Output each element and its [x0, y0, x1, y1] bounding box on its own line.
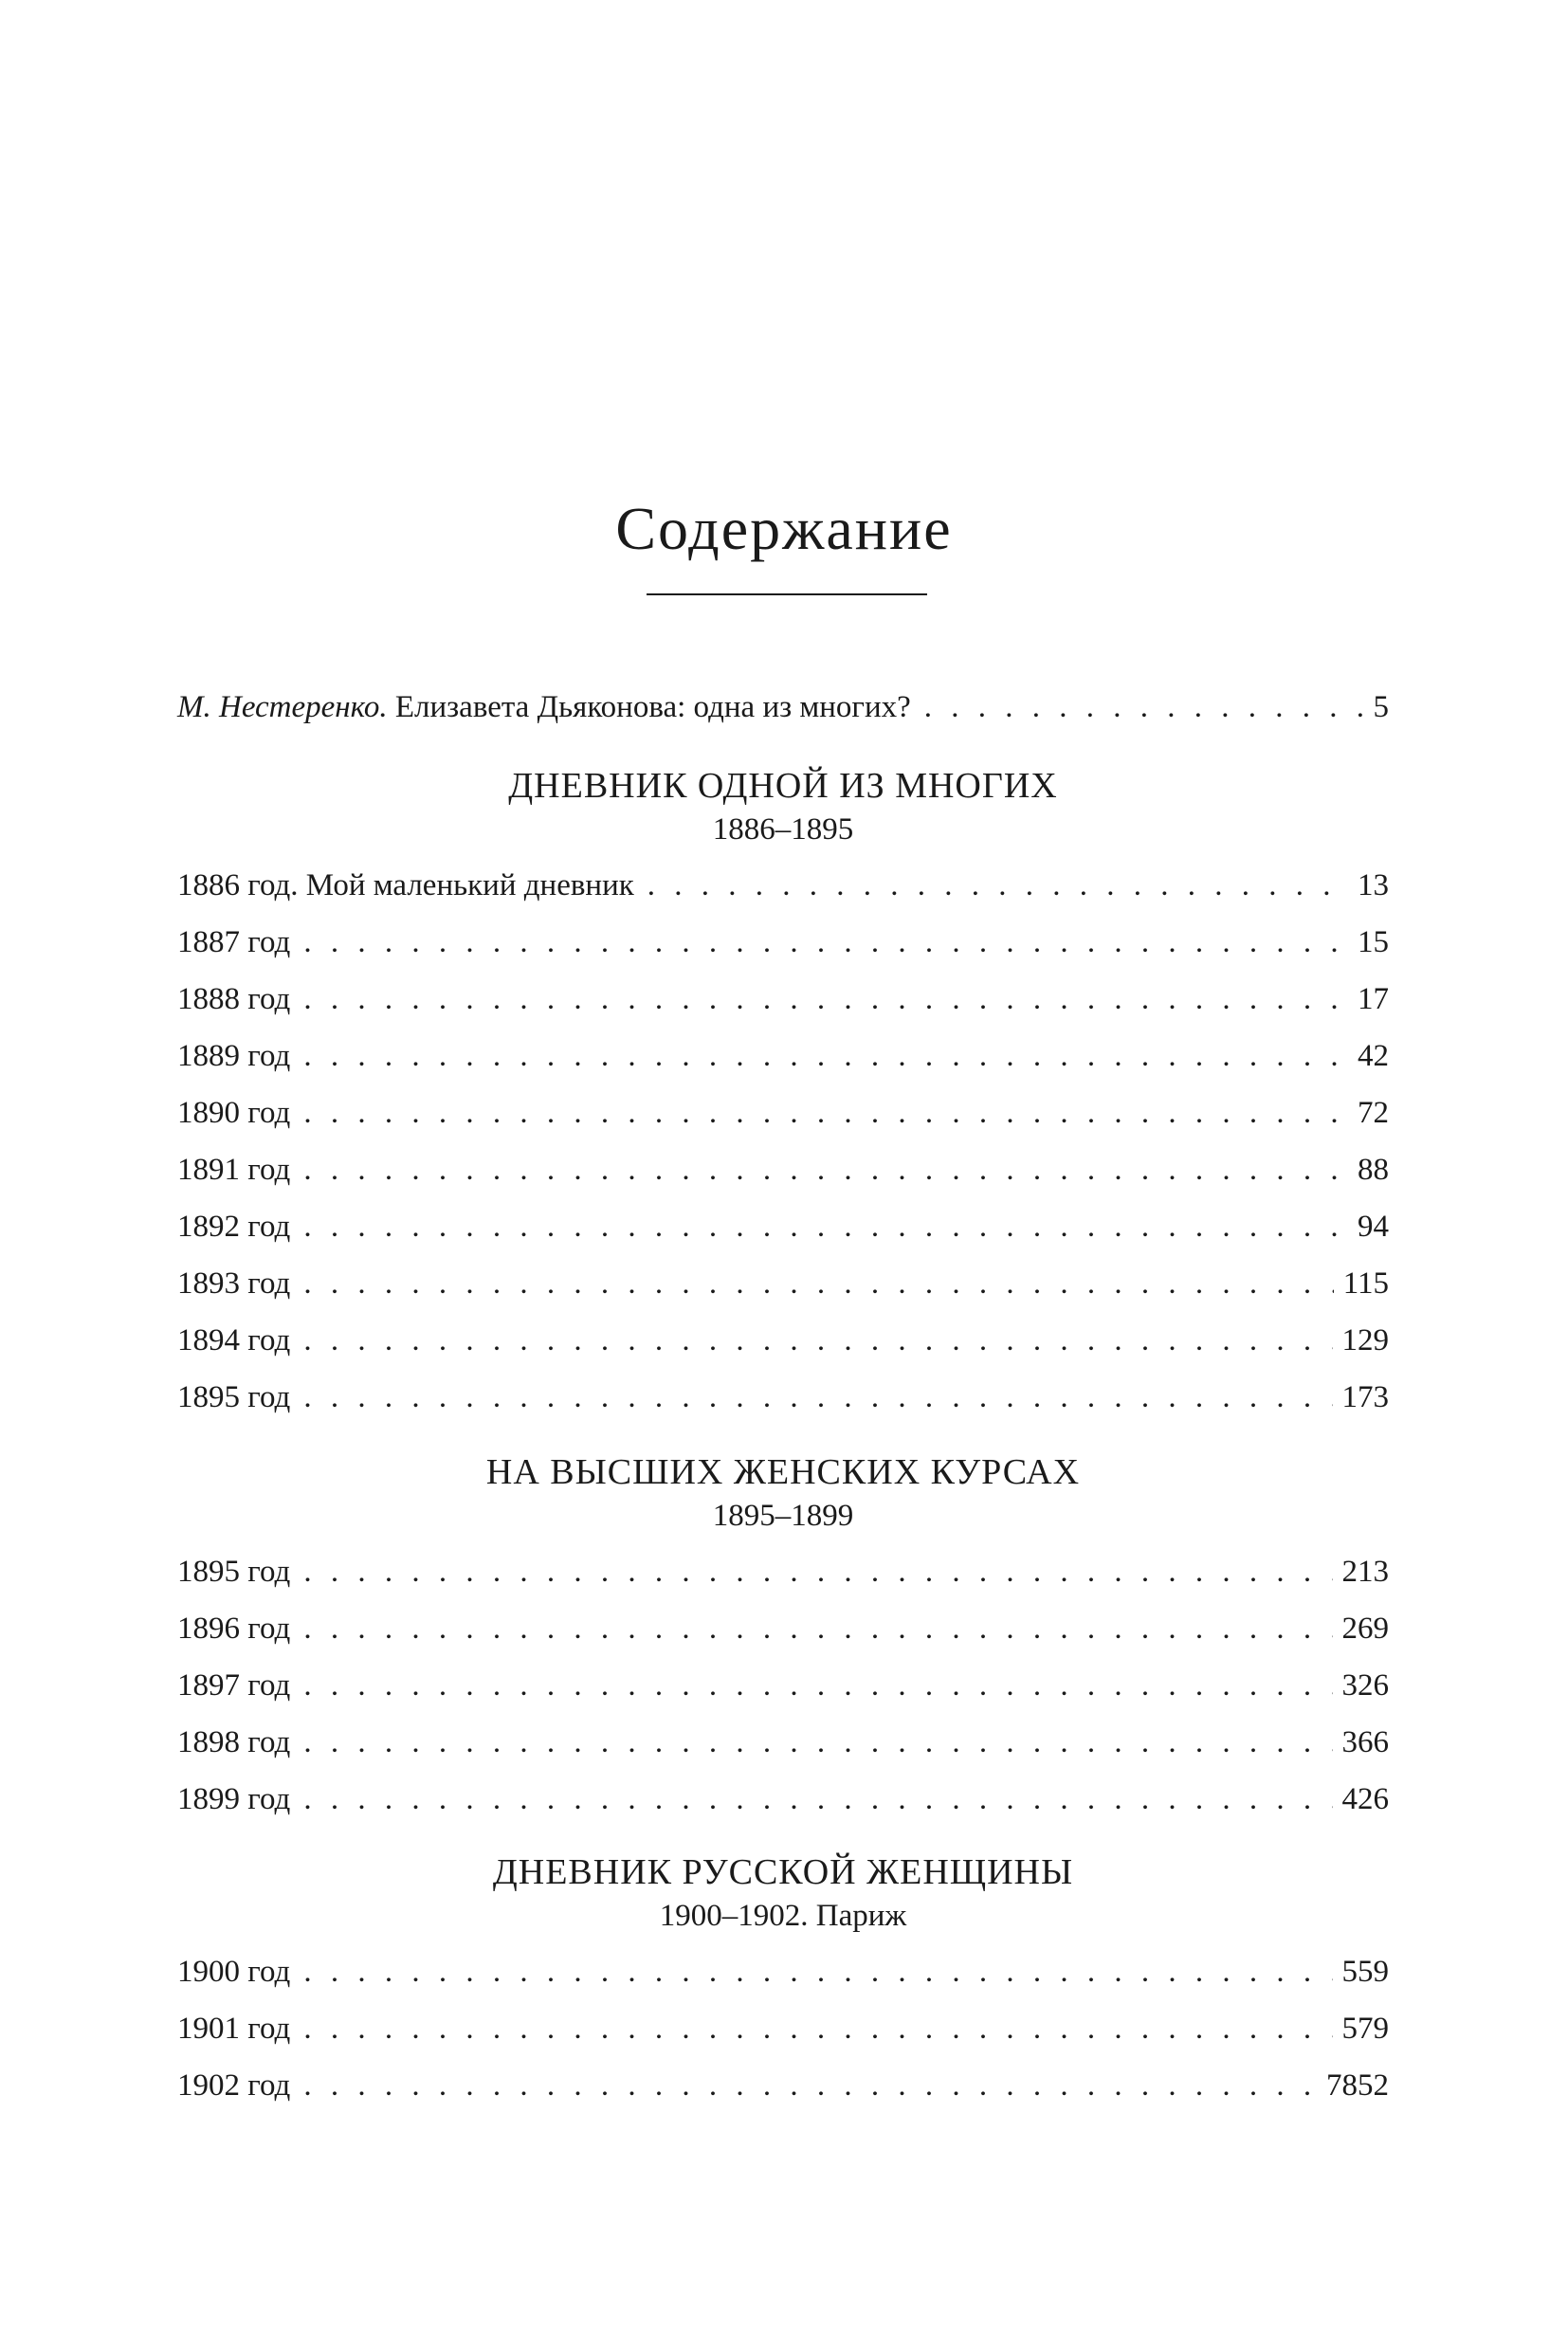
dot-leader — [303, 1141, 1348, 1198]
entry-page: 129 — [1341, 1323, 1389, 1357]
entry-page: 88 — [1358, 1153, 1389, 1187]
section-subtitle: 1895–1899 — [712, 1499, 854, 1533]
entry-page: 94 — [1358, 1210, 1389, 1244]
toc-entry[interactable] — [177, 1141, 1389, 1198]
dot-leader — [303, 1312, 1332, 1369]
entry-label: 1902 год — [177, 2068, 291, 2103]
entry-page: 559 — [1341, 1955, 1389, 1989]
entry-label: 1900 год — [177, 1955, 291, 1989]
toc-entry-intro[interactable] — [177, 679, 1389, 736]
entry-label: 1895 год — [177, 1555, 291, 1589]
dot-leader — [303, 1084, 1348, 1141]
entry-label: 1896 год — [177, 1612, 291, 1646]
entry-label: 1901 год — [177, 2012, 291, 2046]
dot-leader — [303, 1600, 1332, 1657]
toc-entry[interactable] — [177, 1312, 1389, 1369]
dot-leader — [303, 1198, 1348, 1255]
toc-intro — [177, 679, 1389, 736]
entry-label: 1895 год — [177, 1380, 291, 1414]
entry-page: 72 — [1358, 1096, 1389, 1130]
dot-leader — [303, 1714, 1332, 1771]
entry-label: 1892 год — [177, 1210, 291, 1244]
entry-page: 326 — [1341, 1668, 1389, 1703]
title-underline — [647, 593, 927, 595]
section-heading-3 — [177, 1850, 1389, 1938]
dot-leader — [303, 2057, 1317, 2114]
section-1-entries — [177, 857, 1389, 1426]
toc-entry[interactable] — [177, 2057, 1389, 2114]
dot-leader — [303, 1028, 1348, 1084]
page-title: Содержание — [615, 495, 953, 562]
entry-label: 1894 год — [177, 1323, 291, 1357]
section-heading-2 — [177, 1450, 1389, 1538]
dot-leader — [303, 1255, 1333, 1312]
toc-entry[interactable] — [177, 1600, 1389, 1657]
entry-label: 1891 год — [177, 1153, 291, 1187]
toc-entry[interactable] — [177, 1543, 1389, 1600]
dot-leader — [303, 1657, 1332, 1714]
toc-entry[interactable] — [177, 1714, 1389, 1771]
entry-page: 269 — [1341, 1612, 1389, 1646]
entry-page: 17 — [1358, 982, 1389, 1016]
dot-leader — [303, 1543, 1332, 1600]
entry-label: 1897 год — [177, 1668, 291, 1703]
section-title: ДНЕВНИК ОДНОЙ ИЗ МНОГИХ — [508, 766, 1058, 806]
toc-entry[interactable] — [177, 1084, 1389, 1141]
toc-entry[interactable] — [177, 1255, 1389, 1312]
toc-entry[interactable] — [177, 1657, 1389, 1714]
dot-leader — [924, 679, 1364, 736]
toc-entry[interactable] — [177, 857, 1389, 914]
entry-label: 1899 год — [177, 1782, 291, 1816]
dot-leader — [303, 1369, 1332, 1426]
toc-entry[interactable] — [177, 914, 1389, 971]
dot-leader — [303, 1943, 1332, 2000]
dot-leader — [303, 2000, 1332, 2057]
section-heading-1 — [177, 764, 1389, 851]
toc-entry[interactable] — [177, 1198, 1389, 1255]
entry-page: 115 — [1342, 1266, 1389, 1301]
toc-entry[interactable] — [177, 1369, 1389, 1426]
entry-page: 42 — [1358, 1039, 1389, 1073]
dot-leader — [303, 914, 1348, 971]
entry-label: 1888 год — [177, 982, 291, 1016]
entry-page: 579 — [1341, 2012, 1389, 2046]
toc-entry[interactable] — [177, 1771, 1389, 1828]
entry-page: 213 — [1341, 1555, 1389, 1589]
entry-page: 366 — [1341, 1725, 1389, 1759]
section-3-entries — [177, 1943, 1389, 2114]
entry-label: 1889 год — [177, 1039, 291, 1073]
entry-page: 173 — [1341, 1380, 1389, 1414]
toc-entry[interactable] — [177, 1943, 1389, 2000]
entry-label: 1890 год — [177, 1096, 291, 1130]
toc-entry[interactable] — [177, 2000, 1389, 2057]
dot-leader — [303, 971, 1348, 1028]
entry-label: 1893 год — [177, 1266, 291, 1301]
dot-leader — [647, 857, 1348, 914]
section-subtitle: 1886–1895 — [712, 812, 854, 847]
entry-page: 15 — [1358, 925, 1389, 959]
section-subtitle: 1900–1902. Париж — [659, 1899, 907, 1933]
entry-page: 13 — [1358, 868, 1389, 902]
section-2-entries — [177, 1543, 1389, 1828]
entry-page: 426 — [1341, 1782, 1389, 1816]
section-title: НА ВЫСШИХ ЖЕНСКИХ КУРСАХ — [485, 1452, 1081, 1492]
entry-label: Елизавета Дьяконова: одна из многих? — [394, 690, 911, 724]
entry-author: М. Нестеренко. — [177, 690, 388, 724]
toc-entry[interactable] — [177, 971, 1389, 1028]
section-title: ДНЕВНИК РУССКОЙ ЖЕНЩИНЫ — [492, 1852, 1074, 1892]
entry-label: 1887 год — [177, 925, 291, 959]
entry-label: 1886 год. Мой маленький дневник — [177, 868, 634, 902]
entry-label: 1898 год — [177, 1725, 291, 1759]
entry-page: 5 — [1373, 690, 1389, 724]
toc-entry[interactable] — [177, 1028, 1389, 1084]
entry-spacer — [388, 679, 395, 736]
entry-page: 7852 — [1326, 2068, 1389, 2103]
dot-leader — [303, 1771, 1332, 1828]
